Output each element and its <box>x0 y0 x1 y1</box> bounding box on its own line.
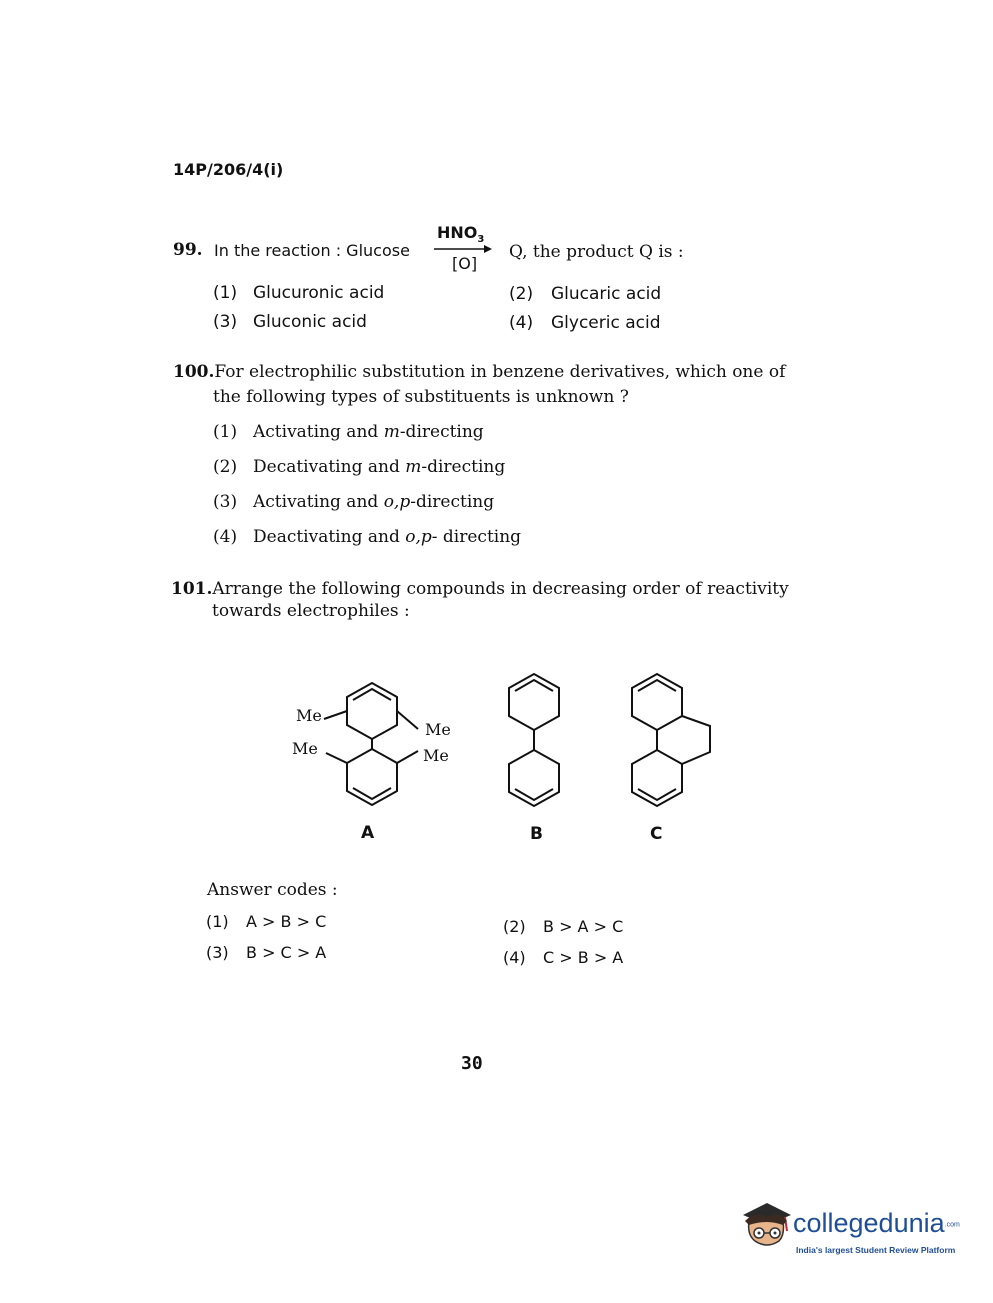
compound-b-top-ring <box>509 674 559 730</box>
watermark-suffix: .com <box>944 1221 960 1229</box>
option-text: Gluconic acid <box>253 312 367 332</box>
option-text: C > B > A <box>543 948 624 967</box>
option-text: A > B > C <box>246 912 327 931</box>
option-italic: m <box>405 457 422 477</box>
option-text: Activating and <box>253 492 384 512</box>
question-100-line-1 <box>173 362 785 382</box>
q101-option-4 <box>503 948 623 967</box>
q99-option-1 <box>213 283 384 303</box>
question-number: 100. <box>173 362 215 382</box>
watermark-tagline: India's largest Student Review Platform <box>796 1245 956 1255</box>
q100-option-2 <box>213 457 505 477</box>
reagent-top-text: HNO <box>437 223 478 242</box>
question-text: Arrange the following compounds in decreasing order of reactivity <box>212 579 789 599</box>
paper-code: 14P/206/4(i) <box>173 160 284 179</box>
compound-c-top-ring <box>632 674 682 730</box>
q100-option-3 <box>213 492 494 512</box>
option-text: Glucuronic acid <box>253 283 385 303</box>
question-number: 99. <box>173 240 203 260</box>
option-number: (3) <box>213 492 238 512</box>
option-text: B > A > C <box>543 917 624 936</box>
option-number: (1) <box>213 283 238 303</box>
question-99-text-after: Q, the product Q is : <box>509 242 684 262</box>
option-text: -directing <box>399 422 484 442</box>
compound-b-bottom-ring <box>509 750 559 806</box>
option-number: (3) <box>213 312 238 332</box>
q100-option-1 <box>213 422 484 442</box>
compound-a-me-1: Me <box>296 706 322 725</box>
option-text: -directing <box>410 492 495 512</box>
option-italic: o,p <box>405 527 432 547</box>
reagent-top <box>437 223 484 245</box>
question-text: For electrophilic substitution in benzene derivatives, which one of <box>214 362 786 382</box>
q99-option-3 <box>213 312 367 332</box>
page-number: 30 <box>461 1053 483 1074</box>
question-99-number <box>173 240 203 260</box>
option-text: Activating and <box>253 422 384 442</box>
watermark-brand <box>793 1208 960 1239</box>
option-italic: o,p <box>383 492 411 512</box>
compound-c-bottom-ring <box>632 750 682 806</box>
q101-option-3 <box>206 943 326 962</box>
option-number: (2) <box>503 917 526 936</box>
option-number: (4) <box>509 313 534 333</box>
answer-codes-label: Answer codes : <box>207 880 338 900</box>
compound-a-me-4: Me <box>423 746 449 765</box>
watermark-brand-name: collegedunia <box>793 1208 945 1238</box>
compound-label-a: A <box>361 823 375 843</box>
q99-option-4 <box>509 313 661 333</box>
reagent-subscript: 3 <box>477 234 485 246</box>
option-text: Decativating and <box>253 457 406 477</box>
compound-a-me-2: Me <box>425 720 451 739</box>
option-number: (4) <box>213 527 238 547</box>
option-text: Glucaric acid <box>551 284 662 304</box>
option-text: Deactivating and <box>253 527 406 547</box>
question-number: 101. <box>171 579 213 599</box>
option-number: (1) <box>206 912 229 931</box>
option-text: -directing <box>421 457 506 477</box>
option-number: (2) <box>509 284 534 304</box>
compound-structures <box>280 660 740 820</box>
option-number: (1) <box>213 422 238 442</box>
reagent-bottom: [O] <box>452 254 478 273</box>
option-number: (3) <box>206 943 229 962</box>
q100-option-4 <box>213 527 521 547</box>
option-number: (4) <box>503 948 526 967</box>
option-number: (2) <box>213 457 238 477</box>
compound-label-b: B <box>530 824 543 844</box>
option-text: Glyceric acid <box>551 313 661 333</box>
compound-a-me-3: Me <box>292 739 318 758</box>
option-text: - directing <box>431 527 522 547</box>
question-99-text-before: In the reaction : Glucose <box>214 241 410 260</box>
q101-option-2 <box>503 917 623 936</box>
compound-a-top-ring <box>347 683 397 739</box>
question-101-line-1 <box>171 579 789 599</box>
compound-label-c: C <box>650 824 663 844</box>
question-100-line-2: the following types of substituents is unknown ? <box>213 387 629 407</box>
q99-option-2 <box>509 284 661 304</box>
collegedunia-mascot-icon <box>735 1195 795 1255</box>
option-italic: m <box>383 422 400 442</box>
question-101-line-2: towards electrophiles : <box>212 601 410 621</box>
q101-option-1 <box>206 912 326 931</box>
reaction-arrow-icon <box>434 244 492 254</box>
compound-a-bottom-ring <box>347 749 397 805</box>
option-text: B > C > A <box>246 943 327 962</box>
